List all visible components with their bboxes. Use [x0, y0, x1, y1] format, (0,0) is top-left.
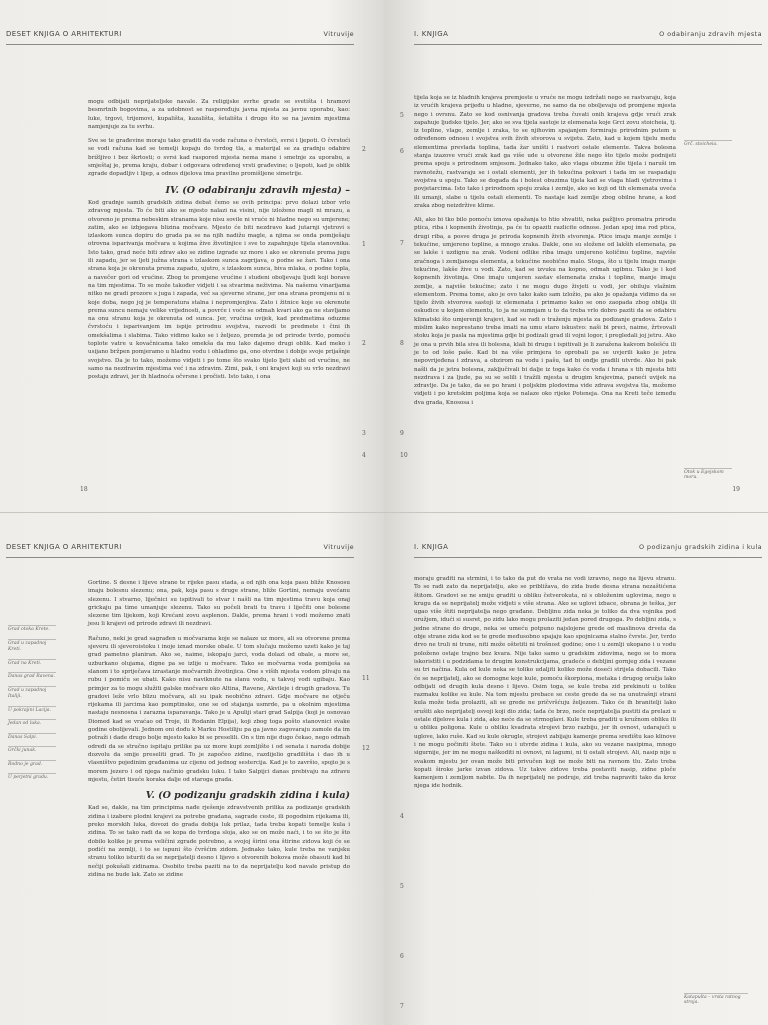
paragraph: Računo, neki je grad sagrađen u močvarama koje se nalaze uz more, ali su otvorene prema sjeveru ili sjeveroistoku i inoje iznad morske obale. U tom slučaju možemo uzeti kako je taj grad pametno planiran. Ako se, naime, iskopaju jarci, voda dolazi od obale, a more se, uzburkano olujama, digne pa se izlije u močvare. Tako se močvarna voda pomiješa sa slanom i to spriječava izrastanje močvarnih životinjica. One s viših mjesta vodom plivaju na rubu i pomiču se ubati. Kako nisu naviknute na slanu vodu, u takvoj vodi ugibaju. Kao primjer za to mogu služiti galske močvare oko Altina, Ravene, Akvileje i drugih gradova. Tu gradovi leže vrlo blizu močvara, ali su ipak neobično zdravi. Gdje močvare ne otječu rijekama ili jarcima kao pomptinske, one se od stajanja usmrde, pa u okolnim mjestima nastaju nesnosna i zarazna isparavanja. Tako je u Apuliji stari grad Salpija (koji je osnovao Diomed kad se vraćao od Troje, ili Rodanin Elpija), koji zbog toga pošto stanovnici svake godine obolijevali. Jednom oni dođu k Marku Hostiliju pa ga javno zagovaraju zamole da im potraži i dade drugo bolje mjesto kako bi se preselili. On s tim nije dugo čekao, nego odmah odredi da se stručno ispitaju prilike pa uz more kupi zemljište i od senata i naroda dobije dozvolu da smije preseliti grad. To je započeo zidine, razdijelio gradilišta i dao ih u vlasništvo pojedinim građanima uz cijenu od jednog sestercija. Kad je to završio, spojio je s morem jezero i od njega načinio gradsku luku. I tako Salpijci danas prebivaju na zdravu mjestu, četiri tisuće koraka dalje od staroga grada.: [88, 635, 350, 783]
running-header: [414, 30, 762, 44]
header-rule: [6, 557, 354, 558]
line-number: 6: [400, 953, 404, 960]
line-number: 8: [400, 340, 404, 347]
margin-note: U pokrajini Lacija.: [8, 706, 56, 715]
line-number: 2: [362, 146, 366, 153]
line-number: 2: [362, 340, 366, 347]
paragraph: mogu odbijati neprijateljske navale. Za religijske svrhe grade se svetišta i hramovi besmrtnih bogovima, a za udobnost se raspoređuju javna mjesta za javnu uporabu, kao: luke, trgovi, trijemovi, kupališta, kazališta, šetališta i drugo što se na javnim mjestima namjenjuje za tu svrhu.: [88, 99, 350, 130]
margin-note: U perjetni gradu.: [8, 773, 56, 782]
chapter-title: O podizanju gradskih zidina i kula: [638, 543, 762, 551]
margin-note: Grč. stoicheia.: [684, 140, 732, 147]
header-rule: [414, 557, 762, 558]
line-number: 5: [400, 883, 404, 890]
margin-note: Rodno je grad.: [8, 760, 56, 769]
running-header: [414, 543, 762, 557]
spread-top: [0, 0, 768, 512]
margin-note: Grčki junak.: [8, 746, 56, 755]
page-21: [384, 513, 768, 1025]
line-number: 4: [362, 452, 366, 459]
header-rule: [414, 44, 762, 45]
running-header: [6, 543, 354, 557]
spread-bottom: [0, 512, 768, 1025]
margin-note: Grad otoka Krete.: [8, 625, 56, 634]
margin-note: Otok u Egejskom moru.: [684, 468, 732, 480]
margin-note: Grad u zapadnoj Italiji.: [8, 686, 56, 701]
line-number: 12: [362, 745, 370, 752]
book-title: I. KNJIGA: [414, 30, 449, 38]
page-20: [0, 513, 384, 1025]
line-number: 3: [362, 430, 366, 437]
paragraph: moraju graditi na strmini, i to tako da put do vrata ne vodi izravno, nego na lijevu stranu. To se radi zato da neprijatelju, ako se približava, do zida bude desna strana nezaštićena štitom. Gradovi se ne smiju graditi u obliku četverokuta, ni s obloženim uglovima, nego u krugu da se neprijatelj može vidjeti s više strana. Ako se uglovi izbace, obrana je teška, jer ugao više štiti neprijatelja nego građane. Debljinu zida neka je toliko da dva vojnika pod oružjem, idući si susret, po zidu lako mogu prolaziti jedan pored drugoga. Po debljini zida, s jedne strane do druge, neka se umeću potpuno najslojene grede od maslinova drveta da obje strane zida kod se te grede međusobno spajaju kao spojnicama stalno čvrste. Jer, tvrdo drvo ne truli ni trune, niti može oštetiti ni trošnost godine; ono i u zemlji ukopano i u vodu položeno ostaje trajno bez kvara. Nije tako samo u gradskim zidovima, nego se to mora iskoristiti i u podzidama te drugim konstrukcijama, gradeće o debljini gornjeg zida i vezane su tri načina. Kula od kule neka se toliko udaljiti koliko može doseći strijela dobacili. Tako će se neprijatelj, ako se domogne koje kule, pomoću škorpiona, metaka i drugog oružja lako odbijati od drugih kula desno i lijevo. Osim toga, se kule treba zid prekinuti u toliku razmaku kolike su kule. Na tom mjestu prebace se ceste grede da se na unutrašnji strani kula može teda prolaziti, ali se grede ne pričvršćuju željezom. Tako će ih branitelji lako srušiti ako neprijatelj osvoji koji dio zida; tada će brzo, neće neprijatelja pustiti da prelazi u ostale dijelove kula i zida, ako neće da se strmoglavi. Kule treba graditi u kružnom obliku ili u obliku poligona. Kule u obliku kvadrata strojevi brzo razbiju, jer ih ovnovi, udarajući u uglove, lako ruše. Kad su kule okrugle, strojevi zabijaju kamenje prema središtu kao klinove i ne mogu počiniti štete. Tako su i utvrde zidina i kula, ako su vezane nasipima, mnogo sigurnije, jer im ne mogu naškoditi ni ovnovi, ni lagumi, ni ti ostali strojevi. Ali, nasip nije u svakom mjestu jer ovan može biti privučen koji ne može biti na ravnom tlu. Zato treba kopati široke jarke izvan zidova. Uz takve zidove treba postaviti nasip, zidne ploče kamenjem i zemljom nabite. Da ih neprijatelj ne podruje, zid treba napraviti tako da kroz njega ide hodnik.: [414, 576, 676, 790]
page-number: 18: [80, 486, 88, 493]
line-number: 5: [400, 112, 404, 119]
section-title: V. (O podizanju gradskih zidina i kula): [145, 790, 350, 802]
margin-note: Grad na Kreti.: [8, 659, 56, 668]
running-header: [6, 30, 354, 44]
margin-note: Danas grad Ravena.: [8, 674, 55, 679]
book-title: DESET KNJIGA O ARHITEKTURI: [6, 30, 122, 38]
author: Vitruvije: [323, 30, 354, 38]
margin-note: Katapulta – vrsta ratnog stroja.: [684, 993, 748, 1005]
paragraph: Kod gradnje samih gradskih zidina debat čemo se ovih principa: prvo dolazi izbor vrlo zdravog mjesta. To će biti ako se mjesto nalazi na visini, nije izloženo magli ni mrazu, a otvoreno je prema nebeskim stranama koje nisu sovile ni vruće ni hladne nego su umjerene; zatim, ako se izbjegava blizina močvare. Mjesto će biti nezdravo kad jutarnji vjetrovi s izlaskom sunca dopiru do grada pa se na njih nadižu magle, a njima se onda pomiješaju otrovna isparivanja močvara u kojima žive životinjice i sve to zapahnjuje tijela stanovnika. Isto tako, grad neće biti zdrav ako se zidine izgrade uz more i ako se okrenule prema jugu ili zapadu, jer se ljeti južna strana s izlaskom sunca zagrijava, o podne se žari. Tako i ona strana koja je okrenuta prema zapadu, ujutro, s izlaskom sunca, biva mlaka, o podne topla, a navečer gori od vrućine. Zbog te promjene vrućine i studeni oboljevaju ljudi koji borave na tim mjestima. To se može također vidjeti i sa stvarima neživima. Na našemu vinarijama nitko ne gradi prozore s juga i zapada, već sa sjeverne strane, jer ona strana promjenu ni u koje doba, nego joj je temperatura stalna i nepromjenjiva. Zato i žitnice koje su okrenute prema suncu nemaju velike vrijednosti, a povrće i voće se odmah kvari ako ga ne stavljamo na onu stranu koja je okrenuta od sunca. Jer, vrućina uvijek, kad predmetima oduzme čvrstoću i isparivanjem im ispije prirodnu svojstva, razvodi te predmete i čini ih omekšalima i slabima. Tako vidimo kako se i željezo, premda je od prirode tvrdo, pomoću toplote vatre u kovačnicama tako omekša da mu lako dajemo drugi oblik. Kad meko i usijano bržpen pomjeramo u hladnu vodu i ohladimo ga, ono otvrdne i dobije svoje prijašnje svojstvo. Da je to tako, možemo vidjeti i po tome što svako tijelo ljeti slabi od vrućine, ne samo na nezdravim mjestima već i na zdravim. Zimi, pak, i oni krajevi koji su vrlo nezdravi postaju zdravi, jer ih hladnoća očvrsne i pročisti. Isto tako, i ona: [88, 199, 351, 381]
line-number: 7: [400, 1003, 404, 1010]
paragraph: tijela koja se iz hladnih krajeva premjeste u vruće ne mogu izdržati nego se rastvaraju, koja iz vrućih krajeva prijeđu u hladne, sjeverne, ne samo da ne oboljevaju od promjene mjesta nego i ovrsnu. Zato se kod osnivanja gradova treba čuvati onih krajeva gdje vrući zrak zapahuje ljudsko tijelo. Jer, ako se sva tijela sastoje iz elemenata koje Grci zovu stoicheia, tj. iz topline, vlage, zemlje i zraka, to se njihovim spajanjem formiraju prirodnim putem u određenom odnosu i svojstva svih živih stvorova u svijetu. Zato, kad u kojem tijelu medu elementima prevlada toplina, tada žar uništi i rastvori ostale elemente. Takva bolesna stanja izazove vrući zrak kad ga više ude u otvorene žile nego što tijelo može podnijeti prema spoju s prirodnom smjesom. Jednako tako, ako vlaga obuzme žile tijela i naruši im ravnotežu, rastvaraju se i ostali elementi, jer ih tekućina pokvari i tada im se raspadaju svojstva u spoju. Tako se događa da i bolest obuzima tijela kad se vlaga hladi vjetrovima i povjetarcima. Isto tako i prirodnom spoju zraka i zemlje, ako se koji od tih elemenata uveća ili umanji, slabe u tijelu ostali elementi. To nastaje kad zemlje zbog obilne hrane, a kod zraka zbog neizdržive klime.: [414, 95, 676, 209]
page-number: 19: [732, 486, 740, 493]
paragraph: Ali, ako bi tko bilo pomoću iznova opažanja to htio shvatiti, neka pažljivo promatra prirodu ptica, riba i kopnenih životinja, pa će tu opaziti razlicite odnose. Jedan spoj ima rod ptica, drugi riba, a posve druga je priroda kopnenih živih stvorenja. Ptice imaju manje zemlje i tekućine, umjereno topline, a mnogo zraka. Dakle, one su složene od lakših elemenata, pa se lakše i uzdignu na zrak. Vodeni odlike riba imaju umjereno količinu topline, najviše zračnoga i zemljanoga elementa, a tekućine neobično malo. Stoga, što u tijelu imaju manje tekućine, lakše žive u vodi. Zato, kad se izvuku na kopno, odmah ugibnu. Tako je i kod kopnenih životinja. One imaju umjeren sastav elemenata zraka i topline, manje imaju zemlje, a najviše tekućine; zato i ne mogu dugo živjeti u vodi, jer obiluju vlažnim elementom. Prema tome, ako je ovo tako kako sam izložio, pa ako je opažanja vidimo da se tijelo živih stvorova sastoji iz elemenata i primamo kako se ono zaopada zbog obilja ili oskudice u kojem elementu, to ja ne sumnjam u to da treba vrlo dobro paziti da se odabiru klimatski što umjereniji krajevi, kad se radi o traženju mjesta za podizanje gradova. Zato i mislim kako neprestano treba imati na umu staro iskustvo: naši bi preci, naime, žrtvovali stoku koja je pasla na mjestima gdje bi podizali grad ili vojni logor, i pregledali joj jetru. Ako je ona u prvih bila siva ili bolesna, klali bi drugu i ispitivali je li zaražena kakvom bolešću ili je to od loše paše. Kad bi na više primjera to oprobali pa se uvjerili kako je jetra nepovrijeđena i zdrava, a obzirom na vodu i pašu, tad bi onđje gradili utvrde. Ako bi pak našli da je jetra bolesna, zaključivali bi dalje iz toga kako će voda i hrana s tih mjesta biti nezdrava i za ljude, pa su se selili i tražili mjesta u drugim krajevima, paneći uvijek na zdravlje. Da je tako, da se po hrani i poljskim plodovima vide zdrava svojstva tla, možemo vidjeti i po kretskim poljima koja se nalaze oko rijeke Poteneja. Ona na Kreti teče između dva grada, Knososa i: [414, 217, 676, 406]
margin-note: Danas Salpi.: [8, 733, 56, 742]
header-rule: [6, 44, 354, 45]
line-number: 11: [362, 675, 370, 682]
book-title: DESET KNJIGA O ARHITEKTURI: [6, 543, 122, 551]
line-number: 6: [400, 148, 404, 155]
page-18: [0, 0, 384, 512]
paragraph: Kad se, dakle, na tim principima nađe rješenje zdravstvenih prilika za podizanje gradskih zidina i izabere plodni krajevi za potrebe gradana, sagrade ceste, ili pogodnim rijekama ili, preko morskih luka, dovozi do grada dobija luk prilaz, tada treba kopati temelje kula i zidina. To se tako radi da se kopa do tvrdoga sloja, ako se on može naći, i to se što je što dobilo kolike je prema veličini zgrade potrebno, a svojoj širini ona štirine zidova koji će se podići na zemlji, i to se ispuni što čvršćim zidom. Jednako tako, kule treba ne vanjsku stranu toliko isturiti da se neprijatelji desno i lijevo s otvorenih bokova može obasuti kad bi nečiji pokušali zidinama. Osobito treba paziti na to da neprijatelju kod navale pristup do zidina ne bude lak. Zato se zidine: [88, 805, 350, 878]
line-number: 10: [400, 452, 408, 459]
line-number: 9: [400, 430, 404, 437]
margin-note: Jedan od luka.: [8, 719, 56, 728]
chapter-title: O odabiranju zdravih mjesta: [659, 30, 762, 38]
paragraph: Sve se te građevine moraju tako graditi da vode računa o čvrstoći, svrsi i ljepoti. O čvrstoći se vodi računa kad se temelji kopaju do tvrdog tla, a materijal se za gradnju odabire brižljivo i bez škrtosti; o svrsi kad raspored mjesta nema mane i smetnje za uporabu, a smještaj je, prema kraju, dobar i odgovara određenoj vrsti građevine; o ljepoti, kad je oblik zgrade dopadljiv i lijep, a odnos dijelova ima pravilno promišljene simetrije.: [88, 138, 350, 178]
paragraph: Gortine. S desne i lijeve strane te rijeke pasu stada, a od njih ona koja pasu bliže Knososu imaju bolesnu slezenu; ona, pak, koja pasu s druge strane, bliže Gortini, nemaju uvećanu slezenu. I stvarno, liječnici su ispitivali to stvar i našli na tim mjestima travu koja onaj grickaju pa time umanjuje slezenu. Tako su počeli brati tu travu i liječiti one bolesne slezene tim lijekom, koji Krećani zovu asplenon. Dakle, prema hrani i vodi možemo znati jesu li krajevi od prirode zdravi ili nezdravi.: [88, 580, 350, 628]
section-title: IV. (O odabiranju zdravih mjesta) –: [165, 184, 350, 196]
author: Vitruvije: [323, 543, 354, 551]
line-number: 1: [362, 241, 366, 248]
line-number: 4: [400, 813, 404, 820]
margin-note: Grad u zapadnoj Kreti.: [8, 639, 56, 654]
text-column: [414, 575, 676, 797]
line-number: 7: [400, 240, 404, 247]
text-column: [88, 98, 350, 388]
text-column: [414, 94, 676, 413]
page-19: [384, 0, 768, 512]
margin-notes: [8, 625, 78, 787]
book-title: I. KNJIGA: [414, 543, 449, 551]
text-column: [88, 579, 350, 885]
